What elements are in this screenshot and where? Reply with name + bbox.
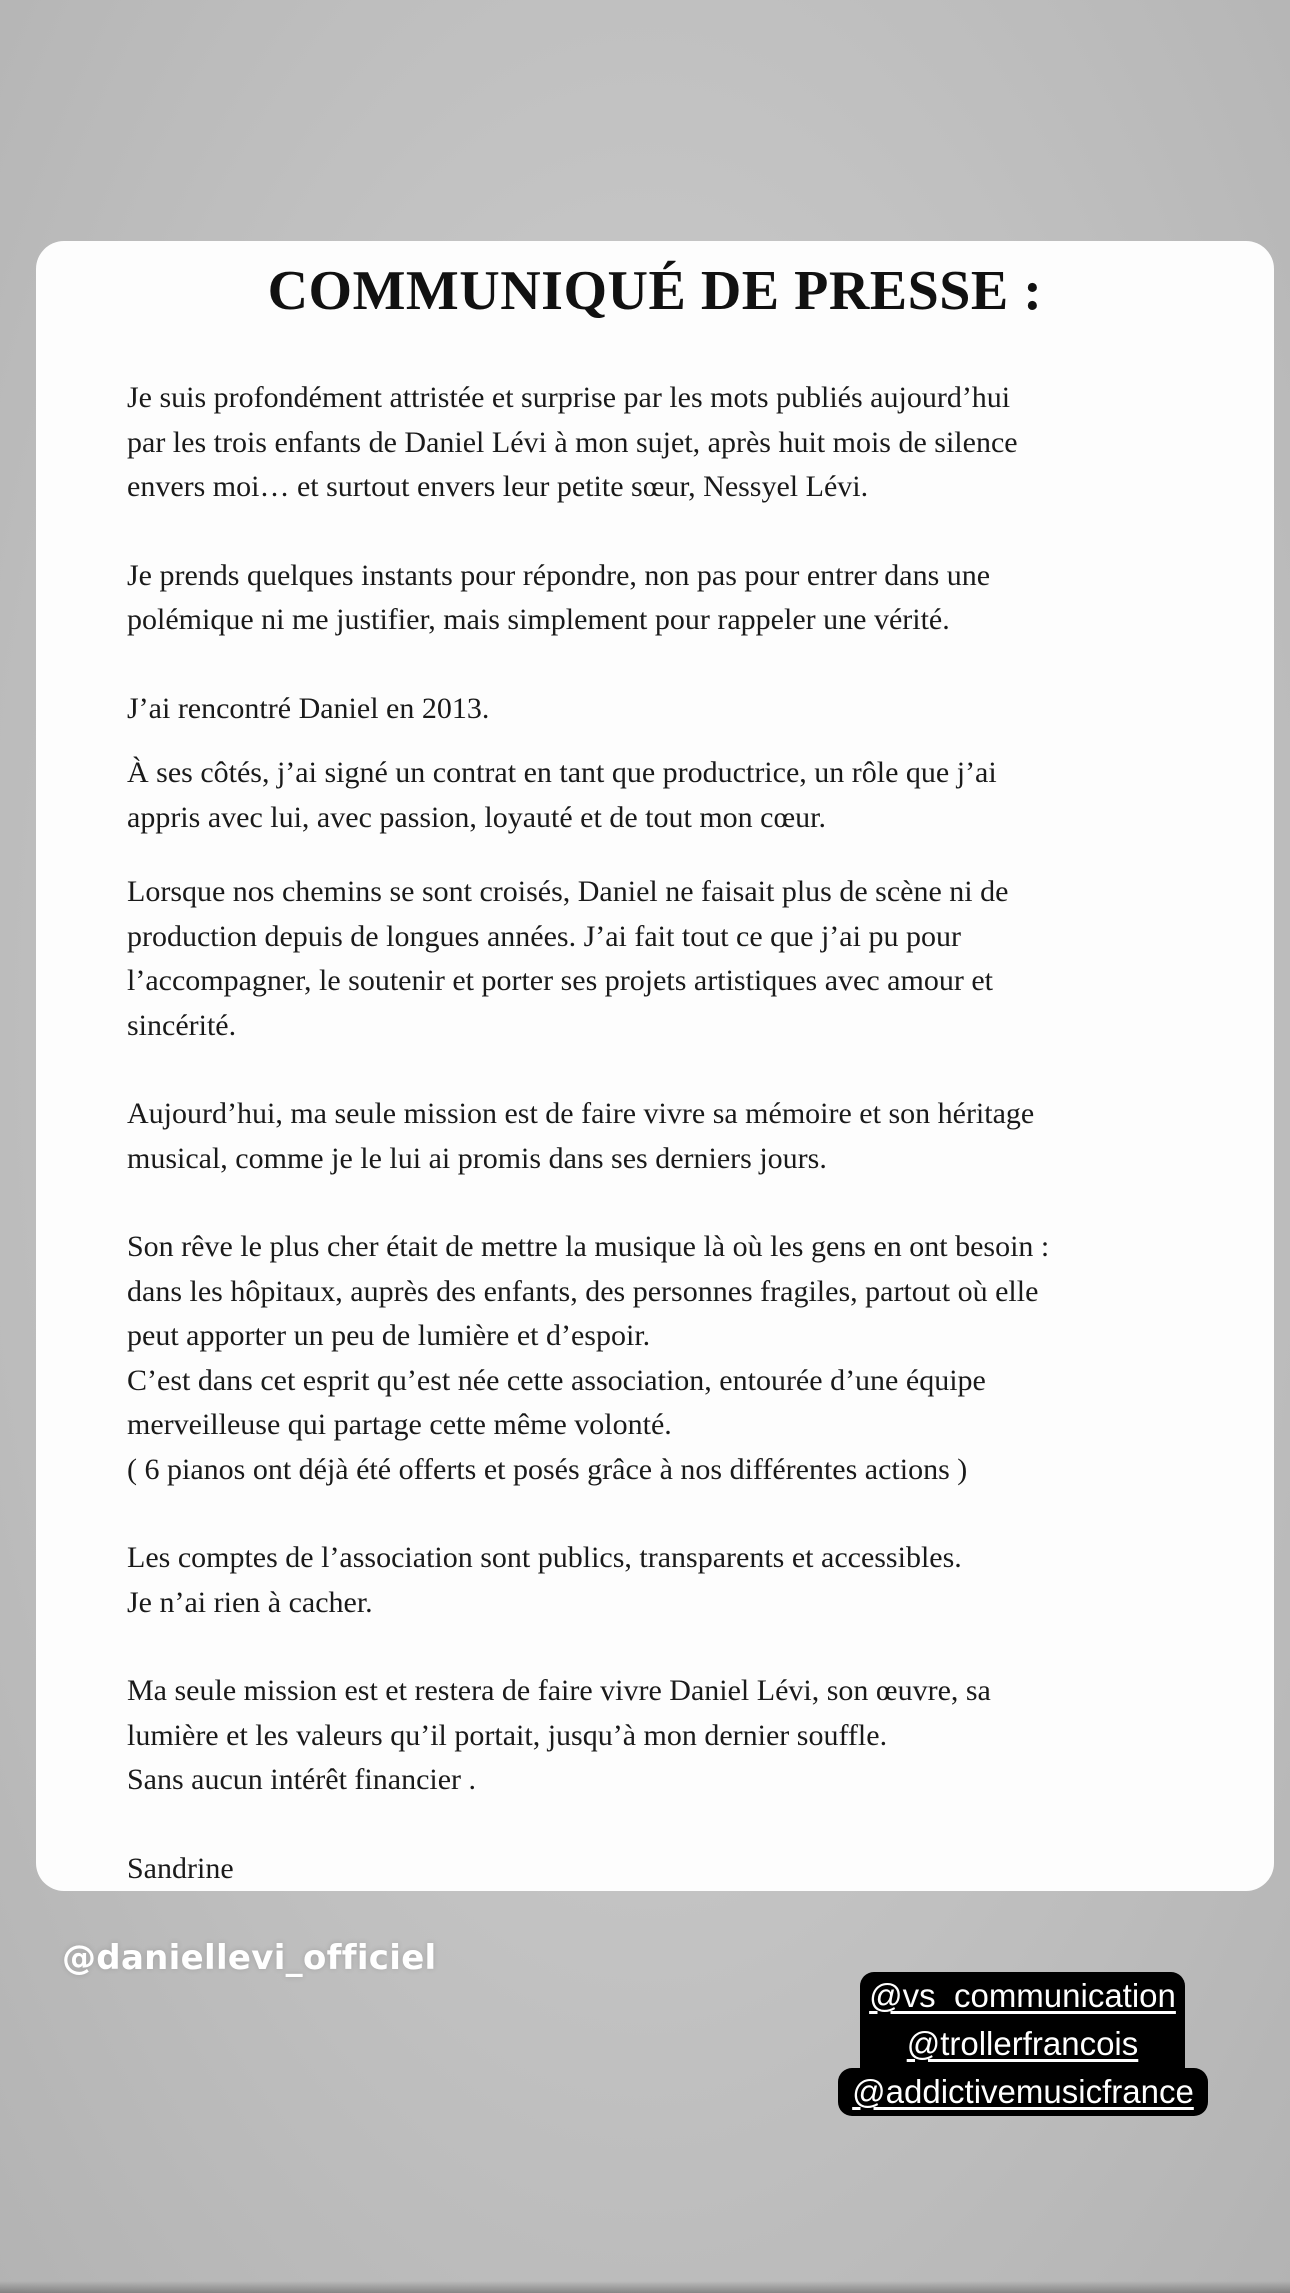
text-line: production depuis de longues années. J’ai fait tout ce que j’ai pu pour xyxy=(127,919,961,953)
paragraph xyxy=(127,1669,1237,1803)
press-release-card xyxy=(36,241,1274,1891)
text-line: Les comptes de l’association sont publics, transparents et accessibles. xyxy=(127,1541,962,1574)
text-line: Aujourd’hui, ma seule mission est de faire vivre sa mémoire et son héritage xyxy=(127,1097,1035,1130)
text-line: appris avec lui, avec passion, loyauté et de tout mon cœur. xyxy=(127,800,826,834)
text-line: musical, comme je le lui ai promis dans ses derniers jours. xyxy=(127,1141,827,1175)
text-line: par les trois enfants de Daniel Lévi à mon sujet, après huit mois de silence xyxy=(127,425,1018,459)
text-line: l’accompagner, le soutenir et porter ses projets artistiques avec amour et xyxy=(127,964,993,997)
text-line: ( 6 pianos ont déjà été offerts et posés grâce à nos différentes actions ) xyxy=(127,1452,968,1486)
text-line: Son rêve le plus cher était de mettre la musique là où les gens en ont besoin : xyxy=(127,1230,1050,1263)
text-line: sincérité. xyxy=(127,1008,237,1042)
paragraph xyxy=(127,376,1237,510)
text-line: Je suis profondément attristée et surprise par les mots publiés aujourd’hui xyxy=(127,381,1011,414)
text-line: J’ai rencontré Daniel en 2013. xyxy=(127,691,490,725)
bottom-shade xyxy=(0,2281,1290,2293)
text-line: À ses côtés, j’ai signé un contrat en tant que productrice, un rôle que j’ai xyxy=(127,756,997,789)
text-line: peut apporter un peu de lumière et d’espoir. xyxy=(127,1319,651,1352)
signature-name: Sandrine xyxy=(127,1851,234,1885)
signature xyxy=(127,1847,1237,1892)
mention-tag-stack xyxy=(0,1972,1290,2142)
mention-tag-trollerfrancois[interactable]: @trollerfrancois xyxy=(860,2020,1185,2068)
text-line: envers moi… et surtout envers leur petite sœur, Nessyel Lévi. xyxy=(127,470,869,503)
paragraph xyxy=(127,1536,1237,1625)
press-release-title: COMMUNIQUÉ DE PRESSE : xyxy=(267,260,1043,322)
text-line: Je n’ai rien à cacher. xyxy=(127,1585,373,1619)
text-line: Sans aucun intérêt financier . xyxy=(127,1763,477,1796)
press-release-body xyxy=(127,376,1237,1891)
paragraph xyxy=(127,687,1237,732)
paragraph xyxy=(127,1225,1237,1492)
mention-sticker-daniellevi[interactable]: @daniellevi_officiel xyxy=(62,1938,437,1978)
text-line: C’est dans cet esprit qu’est née cette association, entourée d’une équipe xyxy=(127,1363,986,1397)
text-line: Lorsque nos chemins se sont croisés, Daniel ne faisait plus de scène ni de xyxy=(127,875,1009,908)
mention-tag-vs-communication[interactable]: @vs_communication xyxy=(860,1972,1185,2020)
paragraph xyxy=(127,1092,1237,1181)
text-line: polémique ni me justifier, mais simplement pour rappeler une vérité. xyxy=(127,603,950,636)
mention-tag-addictivemusicfrance[interactable]: @addictivemusicfrance xyxy=(838,2068,1208,2116)
paragraph xyxy=(127,751,1237,840)
text-line: dans les hôpitaux, auprès des enfants, des personnes fragiles, partout où elle xyxy=(127,1274,1039,1308)
text-line: Je prends quelques instants pour répondre, non pas pour entrer dans une xyxy=(127,558,991,592)
text-line: lumière et les valeurs qu’il portait, jusqu’à mon dernier souffle. xyxy=(127,1718,888,1752)
text-line: merveilleuse qui partage cette même volonté. xyxy=(127,1408,672,1441)
paragraph xyxy=(127,870,1237,1048)
text-line: Ma seule mission est et restera de faire vivre Daniel Lévi, son œuvre, sa xyxy=(127,1674,991,1707)
paragraph xyxy=(127,554,1237,643)
